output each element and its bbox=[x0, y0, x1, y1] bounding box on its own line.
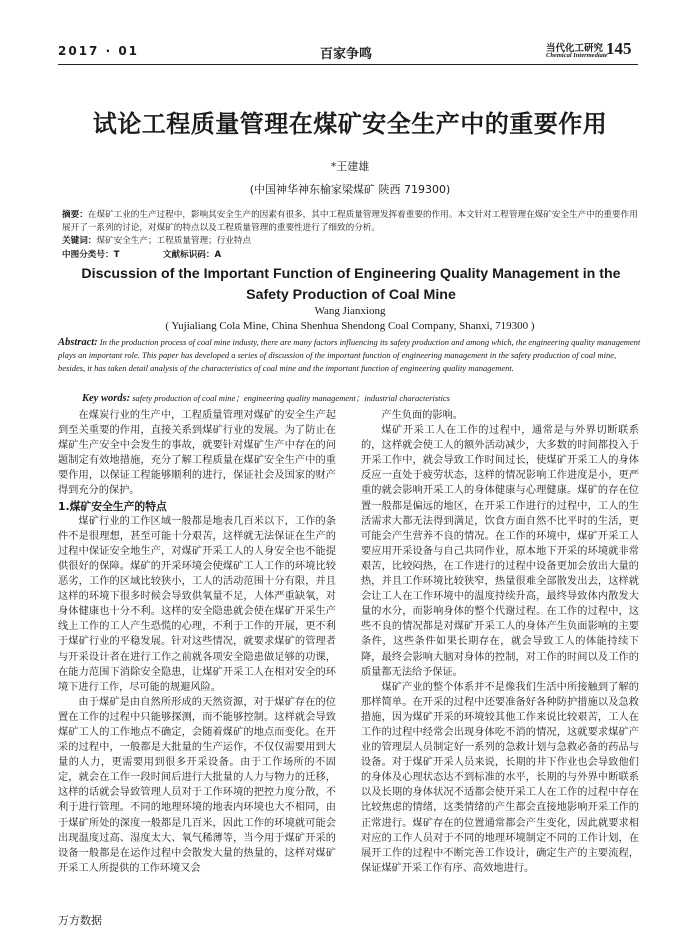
keywords-cn-label: 关键词： bbox=[62, 236, 97, 246]
journal-name-en: Chemical Intermediate bbox=[546, 52, 608, 59]
clc-value: T bbox=[113, 250, 120, 260]
section-heading: 1.煤矿安全生产的特点 bbox=[58, 499, 167, 513]
affiliation-cn: (中国神华神东榆家梁煤矿 陕西 719300) bbox=[249, 183, 451, 196]
abstract-cn-label: 摘要： bbox=[62, 210, 88, 220]
doc-code-value: A bbox=[214, 250, 222, 260]
page-number: 145 bbox=[606, 39, 632, 58]
abstract-cn bbox=[62, 209, 640, 235]
header-divider bbox=[58, 64, 638, 65]
keywords-en-label: Key words bbox=[82, 393, 127, 404]
article-title-en: Discussion of the Important Function of Engineering Quality Management in the Safety Production of Coal Mine bbox=[81, 266, 621, 303]
abstract-en-label: Abstract bbox=[58, 337, 95, 348]
classification-line bbox=[62, 249, 640, 262]
keywords-cn-text: 煤矿安全生产；工程质量管理；行业特点 bbox=[96, 236, 252, 246]
abstract-cn-text: 在煤矿工业的生产过程中，影响其安全生产的因素有很多，其中工程质量管理发挥着重要的作用。本文针对工程管理在煤矿安全生产中的重要作用展开了一系列的讨论，对煤矿的特点以及工程质量管理的重要性进行了细致的分析。 bbox=[62, 210, 638, 233]
issue-label: 2017 · 01 bbox=[58, 44, 140, 58]
body-column-right bbox=[361, 408, 639, 876]
article-title-cn: 试论工程质量管理在煤矿安全生产中的重要作用 bbox=[92, 110, 608, 138]
body-column-left bbox=[58, 408, 336, 876]
abstract-en: Abstract: In the production process of coal mine industy, there are many factors influencing its safety production and among which, the engineering quality management plays an important role. This paper has developed a series of discussion of the important function of engineering management in the safety production of coal mine, besides, it has taken detail analysis of the characteristics of coal mine and the important function of engineering quality management. bbox=[58, 337, 641, 373]
body-paragraph: 煤矿行业的工作区域一般都是地表几百米以下，工作的条件不是很理想，甚至可能十分艰苦，这样就无法保证在生产的过程中保证安全地生产，对煤矿开采工人的人身安全也不能提供很好的保障。煤矿的开采环境会使煤矿工人工作的环境比较恶劣，工作的区域比较狭小，工人的活动范围十分有限，并且这样的环境下很多时候会导致供氧量不足，人体严重缺氧，对身体健康也十分不利。这样的安全隐患就会使在煤矿开采生产线上工作的工人产生恐慌的心理，不利于工作的开展，更不利于煤矿行业的平稳发展。针对这些情况，就要求煤矿的管理者与开采设计者在进行工作之前就各项安全隐患做足够的功课，在能力范围下消除安全隐患，让煤矿开采工人在相对安全的环境下进行工作，尽可能的规避风险。 bbox=[58, 515, 336, 693]
author-cn: *王建雄 bbox=[330, 160, 370, 173]
affiliation-en: ( Yujialiang Cola Mine, China Shenhua Shendong Coal Company, Shanxi, 719300 ) bbox=[165, 320, 535, 332]
keywords-cn bbox=[62, 235, 640, 248]
author-en: Wang Jianxiong bbox=[314, 305, 386, 317]
clc-label: 中图分类号： bbox=[62, 250, 114, 260]
body-paragraph: 产生负面的影响。 bbox=[381, 410, 463, 421]
doc-code-label: 文献标识码： bbox=[162, 250, 215, 260]
footer-watermark: 万方数据 bbox=[58, 914, 102, 927]
body-paragraph: 在煤炭行业的生产中，工程质量管理对煤矿的安全生产起到至关重要的作用，直接关系到煤矿行业的发展。为了防止在煤矿生产安全中会发生的事故，就要针对煤矿生产中存在的问题制定有效地措施，充分了解工程质量在煤矿安全生产中的重要作用，以保证工程能够顺利的进行，保证社会及国家的财产得到充分的保护。 bbox=[58, 410, 336, 497]
keywords-en: Key words: safety production of coal mine；engineering quality management；industrial characteristics bbox=[82, 393, 450, 404]
body-paragraph: 由于煤矿是由自然所形成的天然资源，对于煤矿存在的位置在工作的过程中只能够探测，而不能够控制。这样就会导致煤矿工人的工作地点不确定，会随着煤矿的地点而变化。在开采的过程中，一般都是大批量的生产运作，不仅仅需要用到大量的人力，更需要用到很多开采设备。由于工作场所的不固定，就会在工作一段时间后进行大批量的人力与物力的迁移，这样的话就会导致管理人员对于工作环境的把控力度分散，不利于进行管理。不同的地理环境的地表内环境也大不相同，由于煤矿所处的深度一般都是几百米，因此工作的环境就可能会出现温度过高、湿度太大、氧气稀薄等，当今用于煤矿开采的设备一般都是在运作过程中会散发大量的热量的，这样对煤矿开采工人所提供的工作环境又会 bbox=[58, 696, 336, 874]
body-paragraph: 煤矿开采工人在工作的过程中，通常是与外界切断联系的，这样就会使工人的额外活动减少，大多数的时间都投入于开采工作中，就会导致工作时间过长，使煤矿开采工人的身体反应一直处于疲劳状态，这样的情况影响工作进度是小，更严重的就会影响开采工人的身体健康与心理健康。煤矿的存在位置一般都是偏远的地区，在开采工作进行的过程中，工人的生活需求大都无法得到满足，饮食方面自然不比平时的生活，更可能会产生营养不良的情况。在工作的环境中，煤矿开采工人要应用开采设备与自己共同作业，原本地下开采的环境就非常艰苦，比较闷热，在工作进行的过程中设备更加会放出大量的热，并且工作环境比较狭窄，热量很难全部散发出去，这样就会让工人在工作环境中的温度持续升高，最终导致体内散发大量的水分，而影响身体的整个代谢过程。在工作的过程中，这些不良的情况都是对煤矿开采工人的身体产生负面影响的主要条件，这些条件如果长期存在，就会导致工人的体能持续下降，最终会影响大脑对身体的控制，对工作的时间以及工作的质量都无法给予保证。 bbox=[361, 425, 639, 678]
journal-name-cn: 当代化工研究 bbox=[546, 43, 604, 54]
column-title: 百家争鸣 bbox=[320, 47, 373, 62]
keywords-en-text: safety production of coal mine；engineering quality management；industrial characteristics bbox=[132, 393, 450, 403]
body-paragraph: 煤矿产业的整个体系并不是像我们生活中所接触到了解的那样简单。在开采的过程中还要准备好各种防护措施以及急救措施，因为煤矿开采的环境较其他工作来说比较艰苦，工人在工作的过程中经常会出现身体吃不消的情况，这就要求煤矿产业的管理层人员制定好一系列的急救计划与急救必备的药品与设备。对于煤矿开采人员来说，长期的井下作业也会导致他们的身体及心理状态达不到标准的水平，长期的与外界中断联系以及长期的身体状况不适都会使开采工人在工作的过程中存在比较焦虑的情绪，这类情绪的产生都会直接地影响开采工作的正常进行。煤矿存在的位置通常都会产生变化，因此就要求相对应的工作人员对于不同的地理环境制定不同的工作计划，在展开工作的过程中不断完善工作设计，确定生产的主要流程，保证煤矿开采工作有序、高效地进行。 bbox=[361, 681, 639, 874]
abstract-en-text: In the production process of coal mine industy, there are many factors influencing its safety production and among which, the engineering quality management plays an important role. This paper has developed a series of discussion of the important function of engineering management in the safety production of coal mine, besides, it has taken detail analysis of the characteristics of coal mine and the important function of engineering quality management. bbox=[58, 337, 641, 373]
